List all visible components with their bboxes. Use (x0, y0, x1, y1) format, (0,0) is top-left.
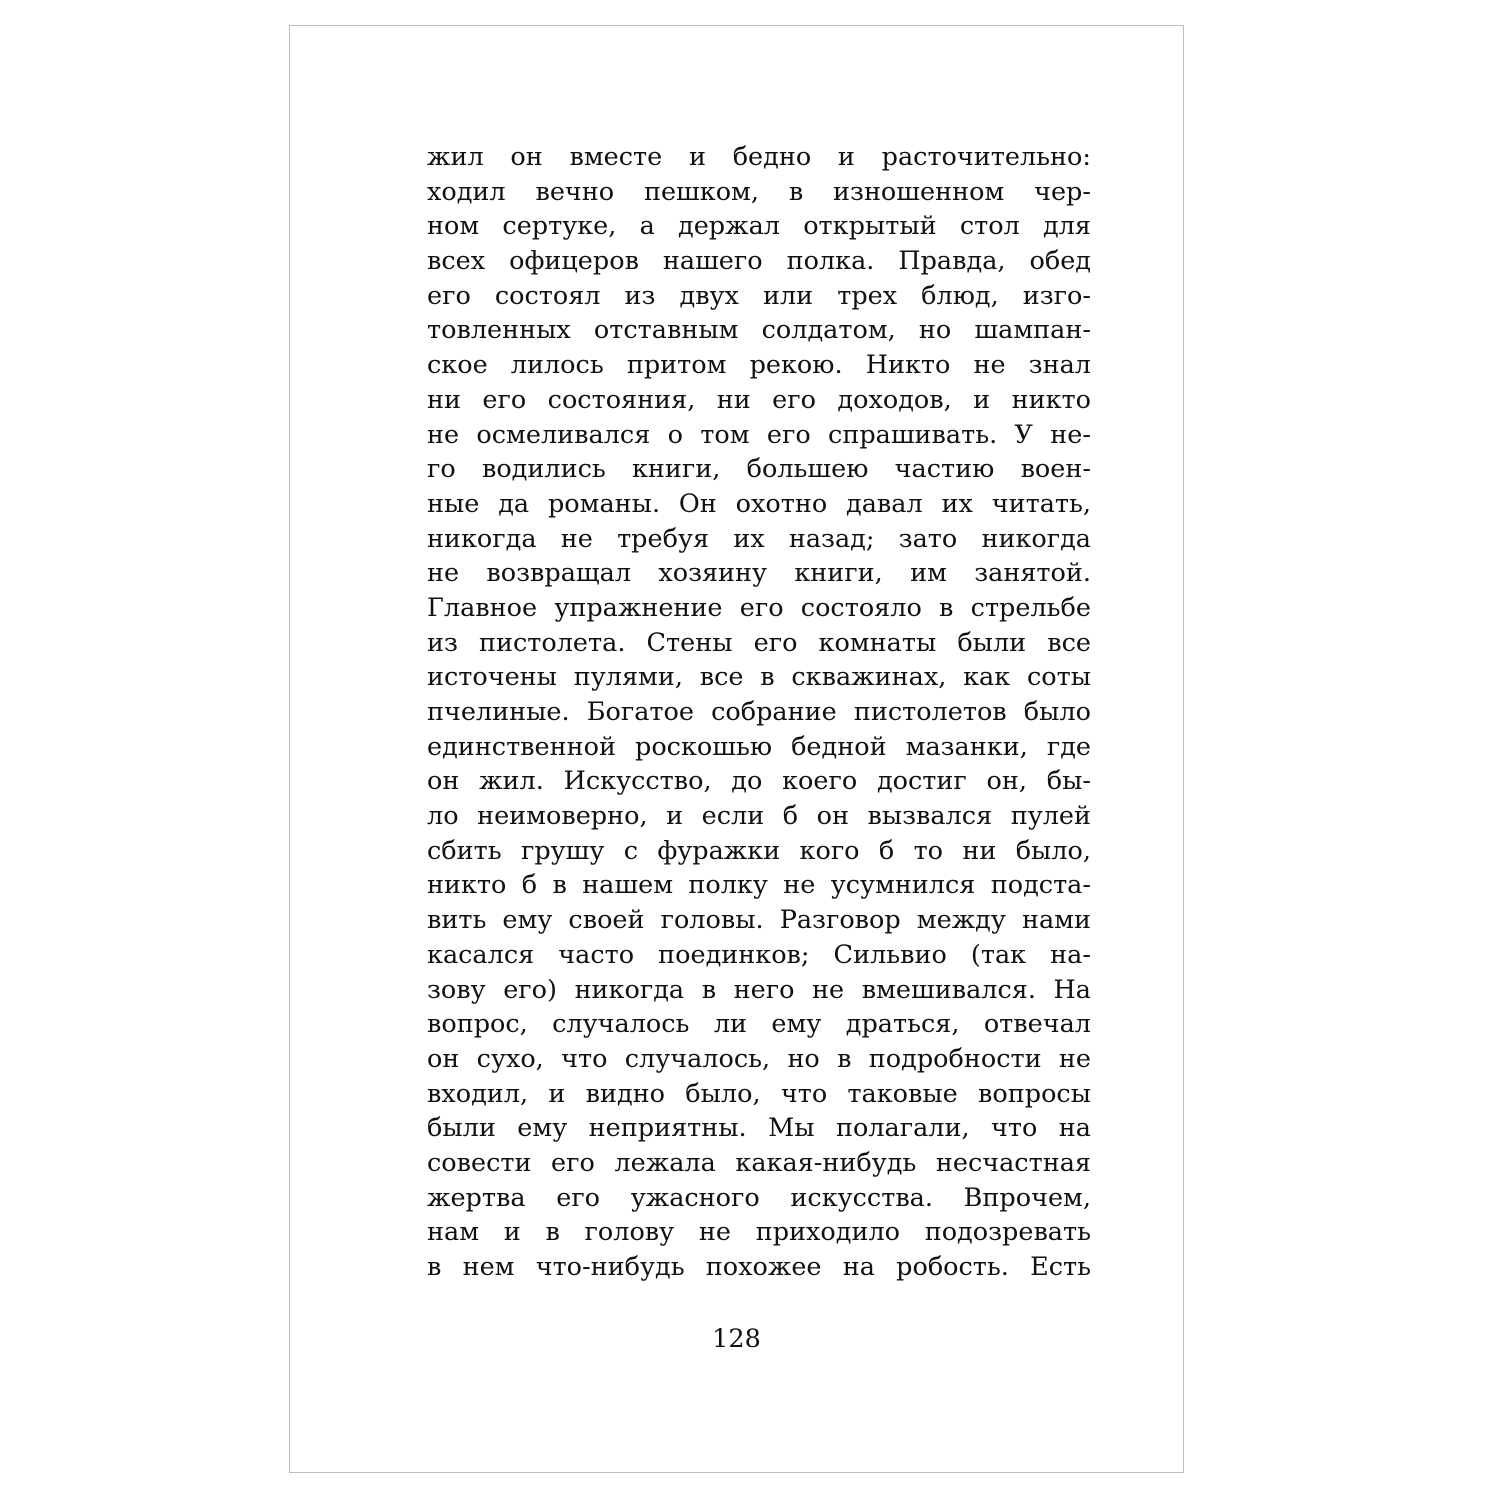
text-line-13: не возвращал хозяину книги, им занятой. (427, 558, 1091, 589)
text-line-23: вить ему своей головы. Разговор между нами (427, 905, 1091, 936)
text-line-29: были ему неприятны. Мы полагали, что на (427, 1113, 1091, 1144)
text-line-31: жертва его ужасного искусства. Впрочем, (427, 1182, 1091, 1213)
text-line-7: ское лилось притом рекою. Никто не знал (427, 350, 1091, 381)
text-line-30: совести его лежала какая-нибудь несчастная (427, 1147, 1091, 1178)
text-line-15: из пистолета. Стены его комнаты были все (427, 627, 1091, 658)
text-line-9: не осмеливался о том его спрашивать. У не- (427, 419, 1091, 450)
text-line-1: жил он вместе и бедно и расточительно: (427, 142, 1091, 172)
text-line-3: ном сертуке, а держал открытый стол для (427, 211, 1091, 242)
text-line-25: зову его) никогда в него не вмешивался. На (427, 974, 1091, 1005)
text-line-27: он сухо, что случалось, но в подробности не (427, 1043, 1091, 1074)
page-number: 128 (712, 1324, 761, 1354)
text-line-18: единственной роскошью бедной мазанки, где (427, 731, 1091, 762)
text-line-6: товленных отставным солдатом, но шампан- (427, 315, 1091, 346)
text-line-10: го водились книги, большею частию воен- (427, 454, 1091, 485)
text-line-26: вопрос, случалось ли ему драться, отвечал (427, 1009, 1091, 1040)
text-line-28: входил, и видно было, что таковые вопросы (427, 1078, 1091, 1109)
body-text (427, 140, 1091, 1285)
text-line-11: ные да романы. Он охотно давал их читать, (427, 488, 1091, 519)
text-line-16: источены пулями, все в скважинах, как соты (427, 662, 1091, 693)
text-line-5: его состоял из двух или трех блюд, изго- (427, 280, 1091, 311)
text-line-19: он жил. Искусство, до коего достиг он, бы- (427, 766, 1091, 797)
text-line-4: всех офицеров нашего полка. Правда, обед (427, 246, 1091, 277)
text-line-22: никто б в нашем полку не усумнился подста- (427, 870, 1091, 901)
text-line-8: ни его состояния, ни его доходов, и никто (427, 384, 1091, 415)
text-line-14: Главное упражнение его состояло в стрельбе (427, 592, 1091, 623)
text-line-17: пчелиные. Богатое собрание пистолетов было (427, 697, 1091, 727)
text-line-20: ло неимоверно, и если б он вызвался пулей (427, 801, 1091, 832)
text-line-2: ходил вечно пешком, в изношенном чер- (427, 176, 1091, 207)
text-line-24: касался часто поединков; Сильвио (так на- (427, 939, 1091, 970)
text-line-32: нам и в голову не приходило подозревать (427, 1217, 1091, 1248)
text-line-33: в нем что-нибудь похожее на робость. Есть (427, 1252, 1091, 1282)
text-line-12: никогда не требуя их назад; зато никогда (427, 523, 1091, 554)
text-line-21: сбить грушу с фуражки кого б то ни было, (427, 835, 1091, 866)
